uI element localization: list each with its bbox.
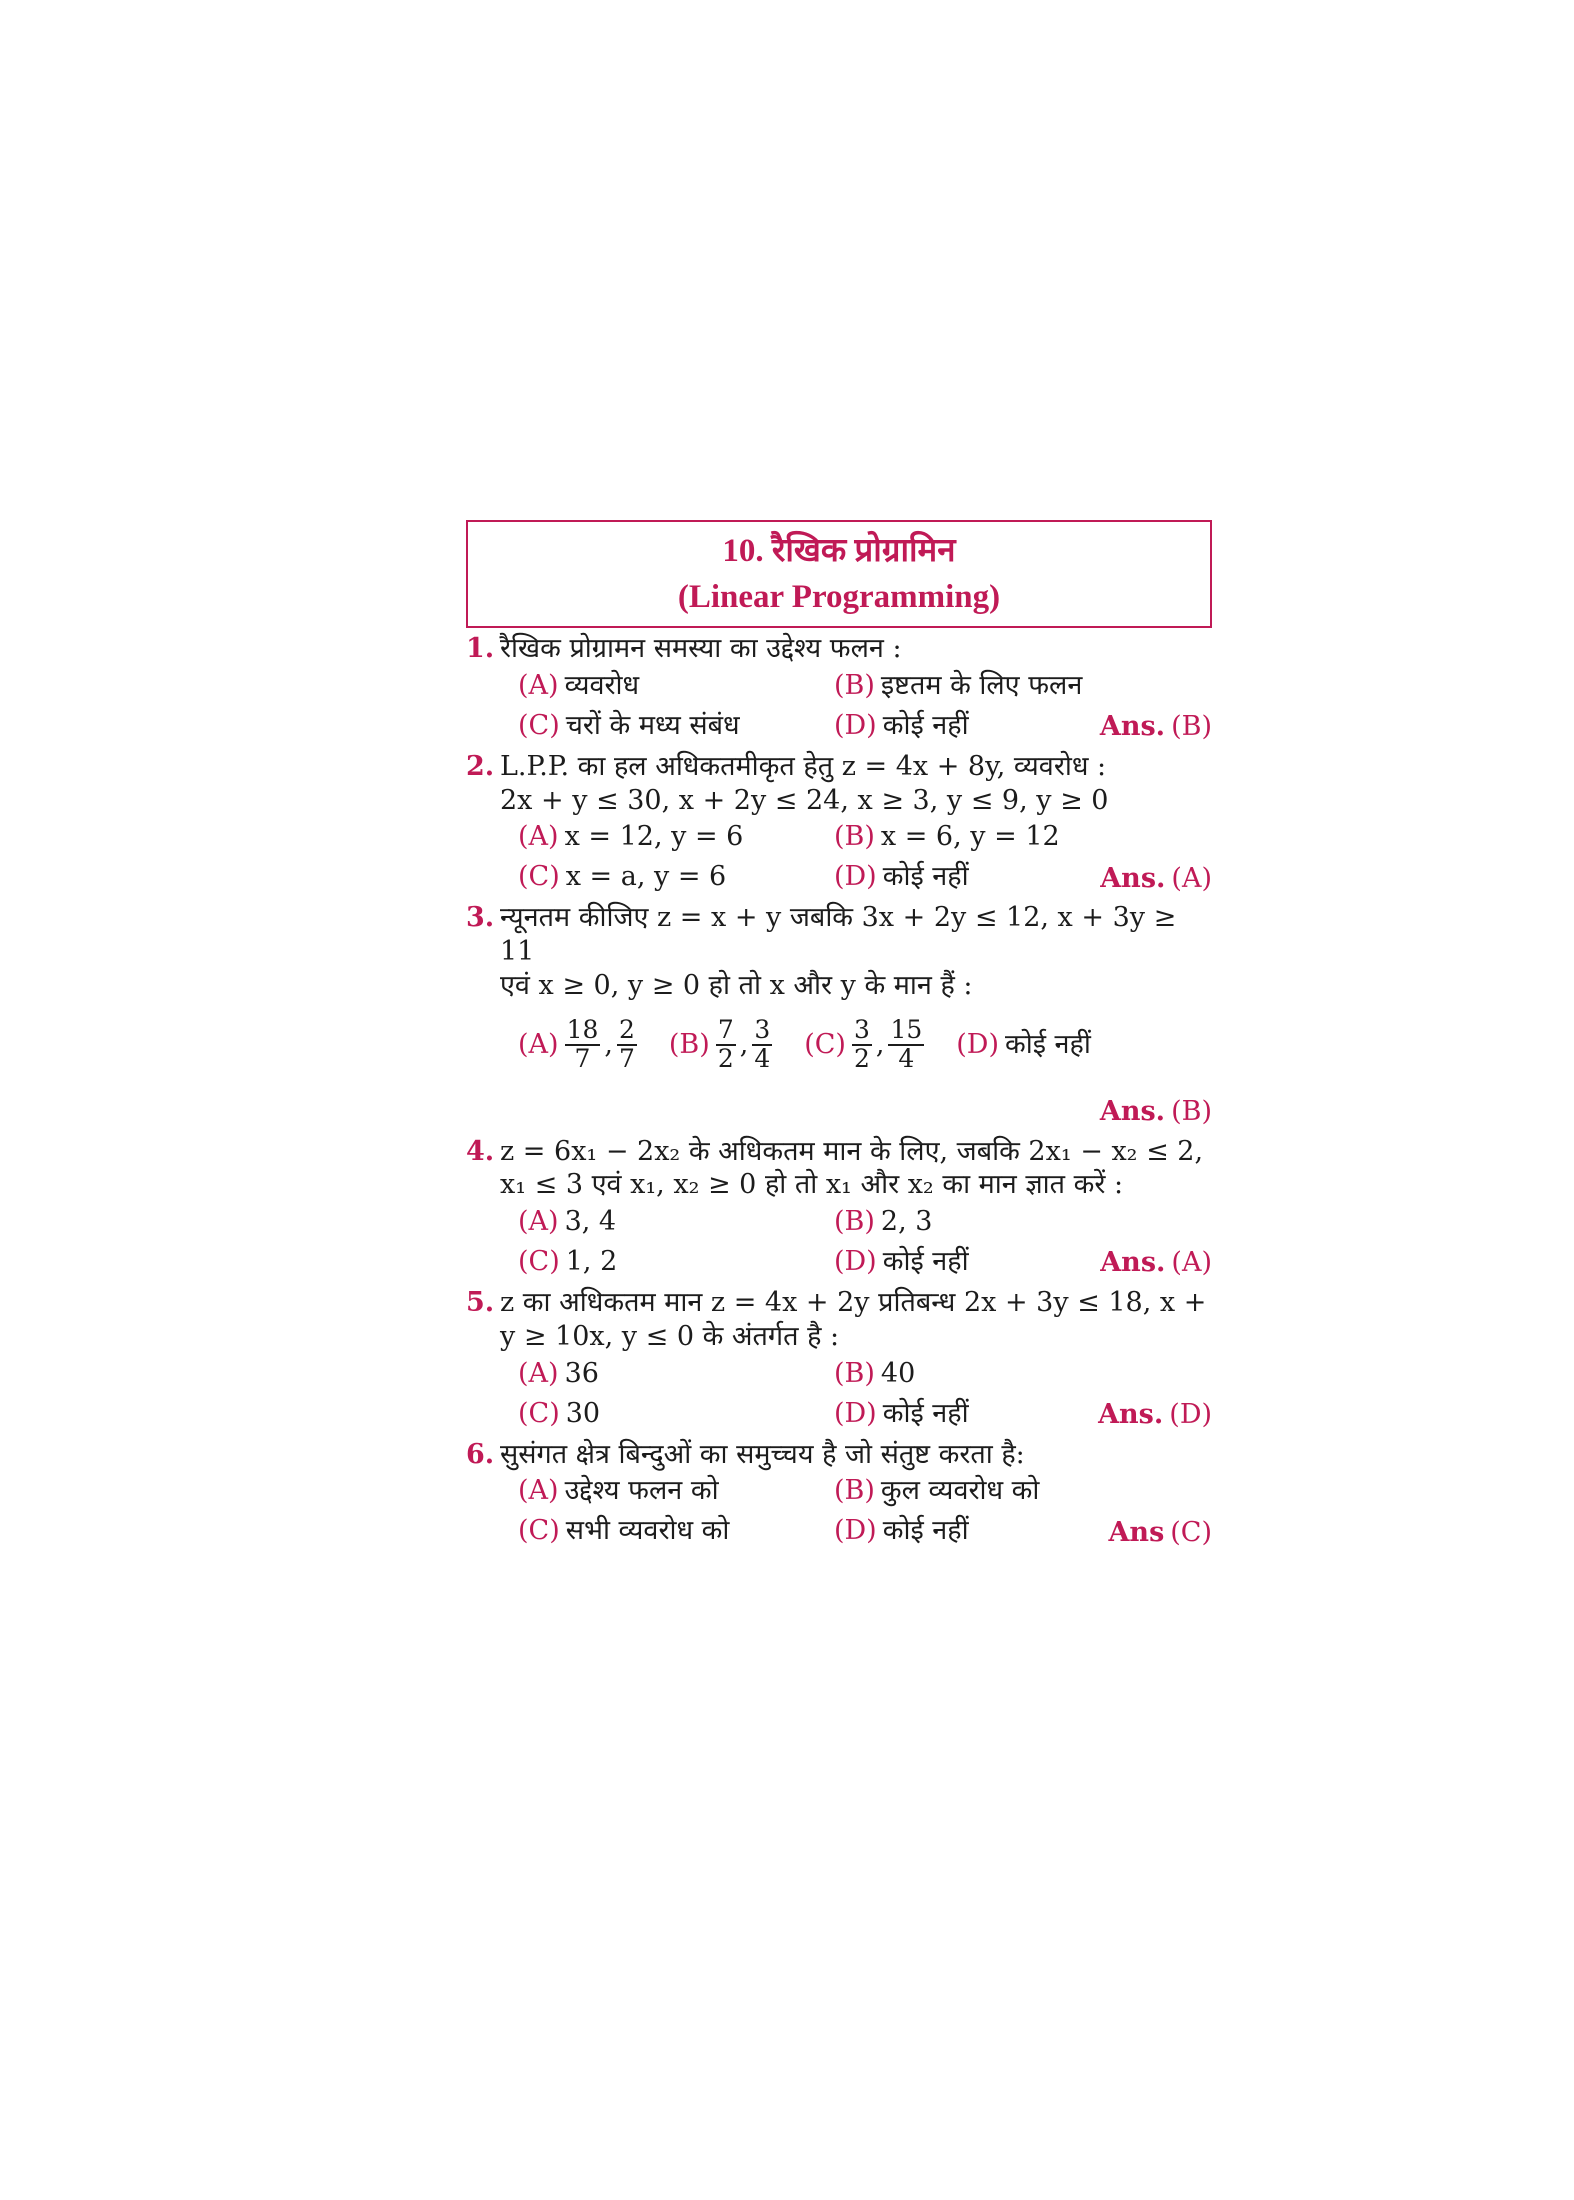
question-number: 5. — [466, 1287, 495, 1318]
fraction: $\frac{18}{7}$ — [566, 1015, 599, 1073]
option-c: (C) x = a, y = 6 — [518, 861, 727, 893]
question-text: न्यूनतम कीजिए z = x + y जबकि 3x + 2y ≤ 12, x + 3y ≥ 11 — [500, 902, 1177, 967]
question-3 — [466, 901, 1212, 1130]
fraction: $\frac{3}{4}$ — [754, 1015, 771, 1073]
question-number: 3. — [466, 902, 495, 934]
chapter-title-box — [466, 520, 1212, 628]
question-4 — [466, 1135, 1212, 1283]
fraction: $\frac{15}{4}$ — [890, 1015, 923, 1073]
option-c: (C) $\frac{3}{2}$ , $\frac{15}{4}$ — [804, 1015, 923, 1073]
option-b: (B) 2, 3 — [834, 1206, 933, 1238]
option-c: (C) चरों के मध्य संबंध — [518, 709, 740, 741]
question-text: z का अधिकतम मान z = 4x + 2y प्रतिबन्ध 2x + 3y ≤ 18, x + — [500, 1287, 1207, 1318]
chapter-title-english: (Linear Programming) — [677, 579, 1001, 615]
option-d: (D) कोई नहीं — [834, 1397, 969, 1429]
fraction: $\frac{7}{2}$ — [717, 1015, 734, 1073]
option-d: (D) कोई नहीं — [956, 1028, 1091, 1060]
answer: Ans. (D) — [1098, 1398, 1212, 1430]
question-6 — [466, 1438, 1212, 1552]
option-b: (B) $\frac{7}{2}$ , $\frac{3}{4}$ — [668, 1015, 771, 1073]
option-d: (D) कोई नहीं — [834, 1515, 969, 1547]
option-d: (D) कोई नहीं — [834, 861, 969, 893]
question-text: L.P.P. का हल अधिकतमीकृत हेतु z = 4x + 8y, व्यवरोध : — [500, 750, 1107, 782]
option-a: (A) 36 — [518, 1357, 599, 1389]
answer: Ans. (B) — [1099, 711, 1212, 742]
option-c: (C) 1, 2 — [518, 1246, 618, 1278]
answer: Ans. (A) — [1100, 1247, 1212, 1279]
fraction: $\frac{2}{7}$ — [618, 1015, 635, 1073]
question-condition: y ≥ 10x, y ≤ 0 के अंतर्गत है : — [500, 1320, 840, 1352]
question-constraints: 2x + y ≤ 30, x + 2y ≤ 24, x ≥ 3, y ≤ 9, y ≥ 0 — [500, 784, 1109, 816]
question-sheet — [466, 520, 1212, 1551]
question-condition: एवं x ≥ 0, y ≥ 0 हो तो x और y के मान हैं : — [500, 969, 973, 1001]
option-a: (A) x = 12, y = 6 — [518, 821, 744, 853]
fraction: $\frac{3}{2}$ — [853, 1015, 870, 1073]
question-2 — [466, 750, 1212, 898]
question-text: z = 6x₁ − 2x₂ के अधिकतम मान के लिए, जबकि 2x₁ − x₂ ≤ 2, — [500, 1135, 1204, 1167]
question-1 — [466, 632, 1212, 746]
option-a: (A) व्यवरोध — [518, 669, 640, 701]
option-a: (A) $\frac{18}{7}$ , $\frac{2}{7}$ — [518, 1015, 635, 1073]
chapter-title-hindi: 10. रैखिक प्रोग्रामिन — [722, 533, 956, 569]
option-c: (C) सभी व्यवरोध को — [518, 1515, 730, 1547]
question-number: 2. — [466, 750, 495, 782]
option-d: (D) कोई नहीं — [834, 709, 969, 741]
option-a: (A) 3, 4 — [518, 1206, 617, 1238]
answer: Ans. (A) — [1100, 862, 1212, 894]
answer: Ans. (B) — [1099, 1095, 1212, 1127]
question-5 — [466, 1286, 1212, 1434]
option-c: (C) 30 — [518, 1397, 601, 1429]
question-number: 6. — [466, 1438, 495, 1470]
options — [518, 1003, 1212, 1087]
answer: Ans (C) — [1108, 1516, 1212, 1548]
option-a: (A) उद्देश्य फलन को — [518, 1475, 719, 1507]
question-condition: x₁ ≤ 3 एवं x₁, x₂ ≥ 0 हो तो x₁ और x₂ का मान ज्ञात करें : — [500, 1169, 1124, 1201]
option-d: (D) कोई नहीं — [834, 1246, 969, 1278]
question-text: सुसंगत क्षेत्र बिन्दुओं का समुच्चय है जो संतुष्ट करता है: — [500, 1438, 1025, 1470]
question-text: रैखिक प्रोग्रामन समस्या का उद्देश्य फलन : — [500, 633, 902, 664]
option-b: (B) इष्टतम के लिए फलन — [834, 669, 1083, 701]
option-b: (B) 40 — [834, 1357, 916, 1389]
question-number: 1. — [466, 633, 495, 664]
question-number: 4. — [466, 1135, 495, 1167]
option-b: (B) कुल व्यवरोध को — [834, 1475, 1040, 1507]
option-b: (B) x = 6, y = 12 — [834, 821, 1060, 853]
